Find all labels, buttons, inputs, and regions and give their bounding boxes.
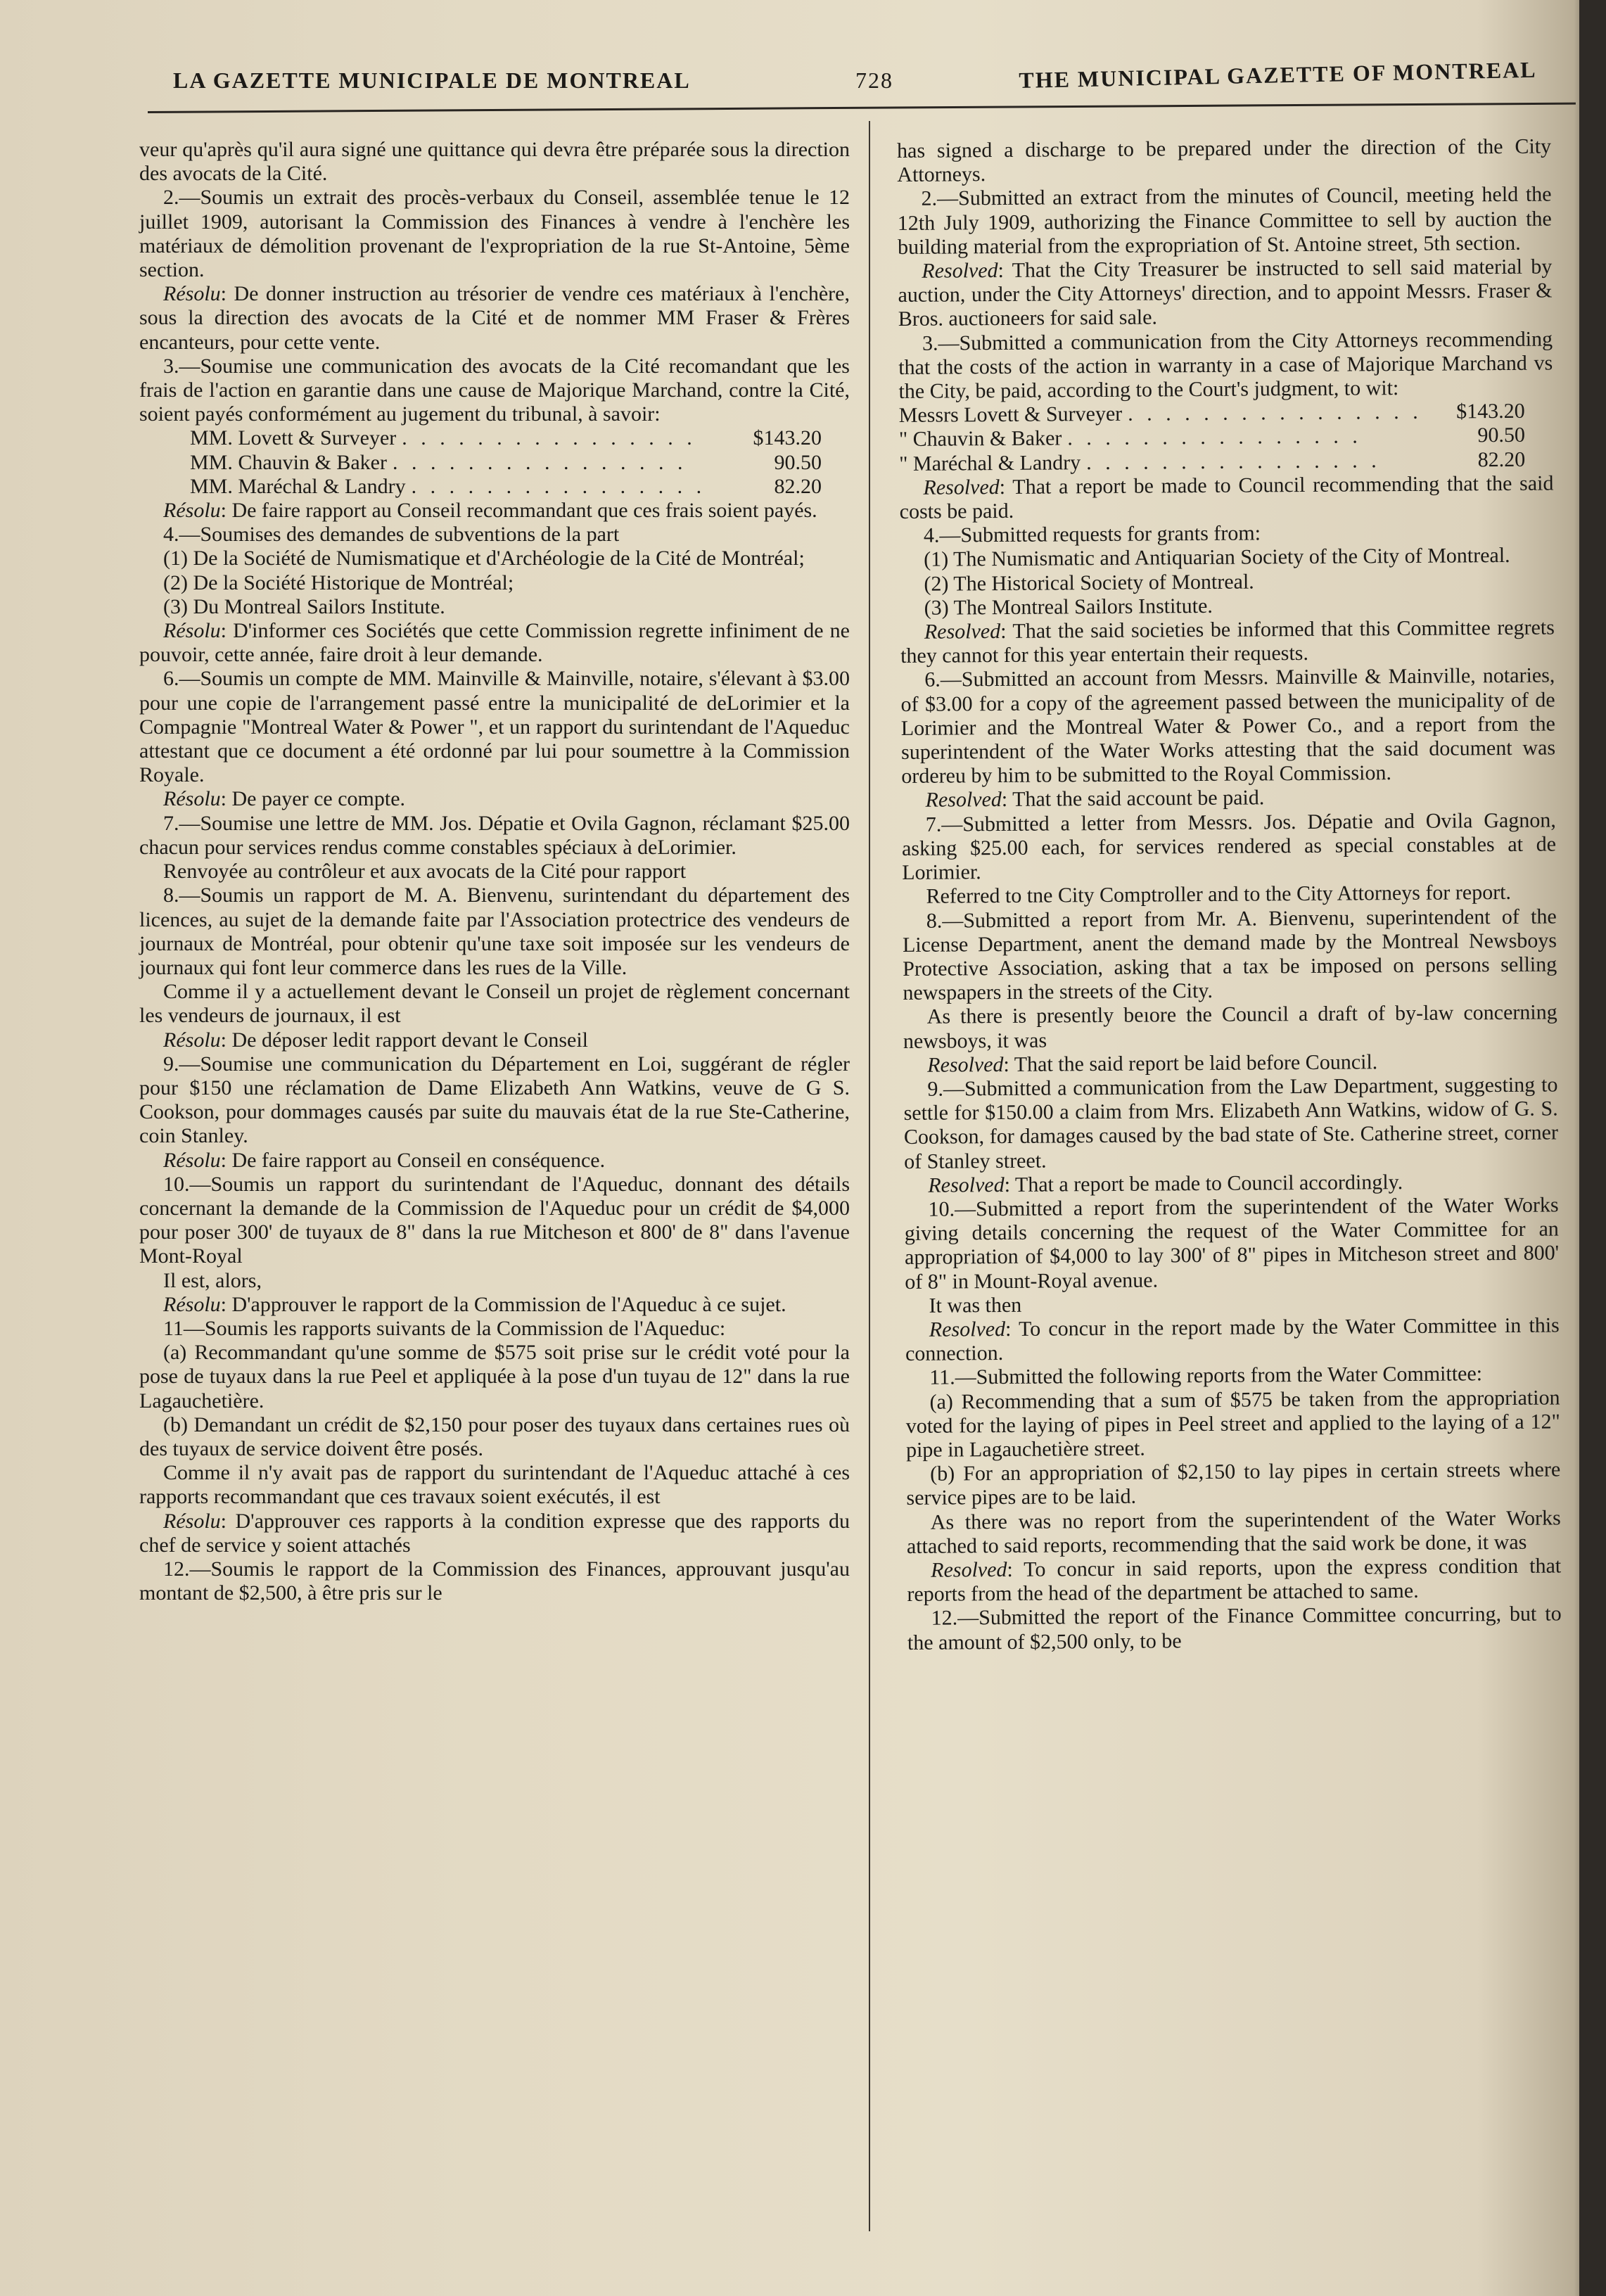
paragraph: Comme il n'y avait pas de rapport du surintendant de l'Aqueduc attaché à ces rapports recommandant que ces travaux soient exécutés, il est (139, 1461, 850, 1509)
resolution-label: Résolu (163, 1028, 221, 1052)
paragraph: 4.—Soumises des demandes de subventions de la part (163, 523, 620, 547)
resolution-label: Résolu (163, 499, 221, 523)
paragraph (139, 619, 850, 667)
account-line (139, 451, 850, 475)
paragraph: 4.—Submitted requests for grants from: (923, 521, 1261, 547)
resolution-text: : D'informer ces Sociétés que cette Commission regrette infiniment de ne pouvoir, cette année, faire droit à leur demande. (139, 619, 850, 667)
leader-dots: . . . . . . . . . . . . . . . . (1067, 424, 1362, 450)
paragraph: Referred to tne City Comptroller and to the City Attorneys for report. (926, 881, 1512, 909)
account-amount: 82.20 (1477, 447, 1526, 471)
paragraph: (1) The Numismatic and Antiquarian Society of the City of Montreal. (924, 544, 1510, 572)
paragraph: As there is presently beıore the Council a draft of by-law concerning newsboys, it was (903, 1000, 1557, 1053)
paragraph (139, 1149, 850, 1173)
page-number: 728 (855, 68, 893, 93)
account-name: MM. Chauvin & Baker (190, 450, 387, 474)
resolution-text: : De faire rapport au Conseil recommandant que ces frais soient payés. (220, 499, 817, 523)
resolution-label: Resolved (931, 1557, 1007, 1582)
resolution-text: : That a report be made to Council recommending that the said costs be paid. (899, 471, 1554, 524)
paragraph (139, 1510, 850, 1557)
header-french-title: LA GAZETTE MUNICIPALE DE MONTREAL (173, 68, 691, 93)
paragraph (900, 616, 1555, 669)
resolution-label: Resolved (925, 788, 1002, 812)
resolution-label: Résolu (163, 1292, 221, 1316)
paragraph: (2) De la Société Historique de Montréal; (163, 570, 514, 594)
paragraph (907, 1554, 1561, 1607)
paragraph: 11—Soumis les rapports suivants de la Commission de l'Aqueduc: (163, 1316, 726, 1340)
paragraph: (a) Recommandant qu'une somme de $575 soit prise sur le crédit voté pour la pose de tuyaux dans la rue Peel et appliquée à la pose d'un tuyau de 12" dans la rue Lagauchetière. (139, 1341, 850, 1412)
resolution-text: : D'approuver ces rapports à la condition expresse que des rapports du chef de service y soient attachés (139, 1509, 850, 1557)
account-name: MM. Maréchal & Landry (190, 474, 406, 498)
resolution-label: Resolved (928, 1173, 1005, 1197)
account-line (139, 426, 850, 450)
paragraph: 2.—Submitted an extract from the minutes of Council, meeting held the 12th July 1909, authorizing the Finance Committee to sell by auction the building material from the expropriation of St. Antoine street, 5th section. (897, 182, 1552, 259)
resolution-text: : De donner instruction au trésorier de vendre ces matériaux à l'enchère, sous la direction des avocats de la Cité et de nommer MM Fraser & Frères encanteurs, pour cette vente. (139, 282, 850, 354)
resolution-label: Résolu (163, 1509, 221, 1533)
paragraph: (1) De la Société de Numismatique et d'Archéologie de la Cité de Montréal; (163, 547, 805, 570)
paragraph: 3.—Submitted a communication from the City Attorneys recommending that the costs of the action in warranty in a case of Majorique Marchand vs the City, be paid, according to the Court's judgment, to wit: (898, 327, 1553, 404)
paragraph: Il est, alors, (163, 1268, 262, 1292)
paragraph (898, 255, 1553, 332)
paragraph: (b) Demandant un crédit de $2,150 pour poser des tuyaux dans certaines rues où des tuyaux de service doivent être posés. (139, 1412, 850, 1460)
resolution-text: : To concur in the report made by the Water Committee in this connection. (905, 1313, 1560, 1366)
resolution-label: Resolved (924, 620, 1001, 644)
account-name: " Maréchal & Landry (899, 450, 1081, 476)
paragraph: has signed a discharge to be prepared under the direction of the City Attorneys. (897, 134, 1552, 187)
account-amount: $143.20 (753, 426, 822, 450)
resolution-label: Résolu (163, 282, 221, 306)
paragraph: veur qu'après qu'il aura signé une quittance qui devra être préparée sous la direction des avocats de la Cité. (139, 138, 850, 186)
resolution-text: : De faire rapport au Conseil en conséquence. (220, 1148, 606, 1172)
paragraph: 10.—Soumis un rapport du surintendant de l'Aqueduc, donnant des détails concernant la demande de la Commission de l'Aqueduc pour un crédit de $4,000 pour poser 300' de tuyaux de 8" dans la rue Mitcheson et 800' de 8" dans l'avenue Mont-Royal (139, 1172, 850, 1268)
paragraph: 3.—Soumise une communication des avocats de la Cité recomandant que les frais de l'action en garantie dans une cause de Majorique Marchand, contre la Cité, soient payés conformément au jugement du tribunal, à savoir: (139, 354, 850, 426)
paragraph: 9.—Soumise une communication du Département en Loi, suggérant de régler pour $150 une réclamation de Dame Elizabeth Ann Watkins, veuve de G S. Cookson, pour dommages causés par suite du mauvais état de la rue Ste-Catherine, coin Stanley. (139, 1052, 850, 1148)
resolution-label: Resolved (927, 1052, 1004, 1077)
account-amount: 90.50 (774, 450, 822, 474)
paragraph: 10.—Submitted a report from the superintendent of the Water Works giving details concerning the request of the Water Committee for an appropriation of $4,000 to lay 300' of 8" pipes in Mitcheson street and 800' of 8" in Mount-Royal avenue. (904, 1193, 1560, 1294)
account-amount: $143.20 (1456, 400, 1525, 423)
paragraph: 8.—Soumis un rapport de M. A. Bienvenu, surintendant du département des licences, au sujet de la demande faite par l'Association protectrice des vendeurs de journaux de Montréal, pour obtenir qu'une taxe soit imposée sur les vendeurs de journaux qui font leur commerce dans les rues de la Ville. (139, 884, 850, 979)
paragraph: 6.—Soumis un compte de MM. Mainville & Mainville, notaire, s'élevant à $3.00 pour une copie de l'arrangement passé entre la municipalité de deLorimier et la Compagnie "Montreal Water & Power ", et un rapport du surintendant de l'Aqueduc attestant que ce document a été ordonné par lui pour soumettre à la Commission Royale. (139, 667, 850, 787)
account-name: Messrs Lovett & Surveyer (898, 402, 1123, 428)
account-line (139, 475, 850, 499)
paragraph: 9.—Submitted a communication from the Law Department, suggesting to settle for $150.00 a claim from Mrs. Elizabeth Ann Watkins, widow of G. S. Cookson, for damages caused by the bad state of Ste. Catherine street, corner of Stanley street. (903, 1073, 1558, 1173)
paragraph: 11.—Submitted the following reports from the Water Committee: (929, 1362, 1483, 1390)
paragraph: 8.—Submitted a report from Mr. A. Bienvenu, superintendent of the License Department, anent the demand made by the Montreal Newsboys Protective Association, asking that a tax be imposed on persons selling newspapers in the streets of the City. (902, 904, 1557, 1005)
resolution-label: Résolu (163, 787, 221, 811)
english-column (897, 135, 1562, 1655)
paragraph: 6.—Submitted an account from Messrs. Mainville & Mainville, notaries, of $3.00 for a copy of the agreement passed between the municipality of de Lorimier and the Montreal Water & Power Co., and a report from the superintendent of the Water Works attesting that the said document was ordereu by him to be submitted to the Royal Commission. (900, 663, 1556, 789)
account-name: MM. Lovett & Surveyer (190, 426, 397, 450)
resolution-text: : De déposer ledit rapport devant le Conseil (220, 1028, 589, 1052)
paragraph: 12.—Soumis le rapport de la Commission des Finances, approuvant jusqu'au montant de $2,500, à être pris sur le (139, 1557, 850, 1605)
french-column (139, 138, 850, 1605)
resolution-label: Résolu (163, 1148, 221, 1172)
paragraph (139, 499, 850, 523)
resolution-label: Resolved (929, 1317, 1006, 1341)
paragraph: (3) The Montreal Sailors Institute. (924, 594, 1213, 620)
paragraph (139, 282, 850, 355)
leader-dots: . . . . . . . . . . . . . . . . (1128, 400, 1422, 426)
resolution-text: : That a report be made to Council accordingly. (1004, 1170, 1403, 1197)
resolution-text: : That the said report be laid before Council. (1003, 1050, 1378, 1076)
paragraph: (3) Du Montreal Sailors Institute. (163, 594, 445, 618)
resolution-text: : To concur in said reports, upon the express condition that reports from the head of the department be attached to same. (907, 1554, 1562, 1607)
paragraph: (a) Recommending that a sum of $575 be taken from the appropriation voted for the laying of pipes in Peel street and applied to the laying of a 12" pipe in Lagauchetière street. (905, 1386, 1560, 1462)
paragraph: 7.—Soumise une lettre de MM. Jos. Dépatie et Ovila Gagnon, réclamant $25.00 chacun pour services rendus comme constables spéciaux à deLorimier. (139, 811, 850, 859)
paragraph (905, 1313, 1560, 1366)
resolution-text: : That the City Treasurer be instructed to sell said material by auction, under the City Attorneys' direction, and to appoint Messrs. Fraser & Bros. auctioneers for said sale. (898, 255, 1553, 331)
paragraph (139, 1293, 850, 1317)
resolution-text: : D'approuver le rapport de la Commission de l'Aqueduc à ce sujet. (220, 1292, 786, 1316)
leader-dots: . . . . . . . . . . . . . . . . (411, 474, 706, 498)
book-gutter (1579, 0, 1606, 2296)
leader-dots: . . . . . . . . . . . . . . . . (402, 426, 696, 450)
resolution-text: : That the said account be paid. (1001, 786, 1265, 812)
paragraph: Renvoyée au contrôleur et aux avocats de la Cité pour rapport (163, 860, 687, 884)
paragraph: (b) For an appropriation of $2,150 to lay pipes in certain streets where service pipes are to be laid. (906, 1458, 1561, 1510)
account-amount: 82.20 (774, 474, 822, 498)
column-divider (869, 121, 870, 2231)
resolution-label: Résolu (163, 619, 221, 643)
resolution-text: : That the said societies be informed that this Committee regrets they cannot for this year entertain their requests. (900, 616, 1555, 668)
paragraph: 2.—Soumis un extrait des procès-verbaux du Conseil, assemblée tenue le 12 juillet 1909, autorisant la Commission des Finances à vendre à l'enchère les matériaux de démolition provenant de l'expropriation de la rue St-Antoine, 5ème section. (139, 186, 850, 282)
leader-dots: . . . . . . . . . . . . . . . . (1086, 448, 1381, 474)
paragraph (139, 1028, 850, 1052)
paragraph: As there was no report from the superintendent of the Water Works attached to said reports, recommending that the said work be done, it was (906, 1506, 1561, 1558)
account-amount: 90.50 (1477, 423, 1526, 447)
paragraph: (2) The Historical Society of Montreal. (924, 570, 1254, 596)
resolution-label: Resolved (923, 475, 1000, 499)
header-english-title: THE MUNICIPAL GAZETTE OF MONTREAL (1019, 56, 1537, 93)
header-rule (148, 103, 1576, 113)
paragraph (899, 471, 1553, 524)
paragraph (139, 787, 850, 811)
resolution-label: Resolved (922, 259, 998, 283)
leader-dots: . . . . . . . . . . . . . . . . (392, 450, 687, 474)
resolution-text: : De payer ce compte. (220, 787, 406, 811)
paragraph: 7.—Submitted a letter from Messrs. Jos. Dépatie and Ovila Gagnon, asking $25.00 each, for services rendered as special constables at de Lorimier. (901, 808, 1557, 885)
paragraph: Comme il y a actuellement devant le Conseil un projet de règlement concernant les vendeurs de journaux, il est (139, 980, 850, 1028)
paragraph: It was then (929, 1293, 1022, 1318)
paragraph: 12.—Submitted the report of the Finance Committee concurring, but to the amount of $2,500 only, to be (907, 1602, 1562, 1654)
account-name: " Chauvin & Baker (898, 426, 1062, 452)
